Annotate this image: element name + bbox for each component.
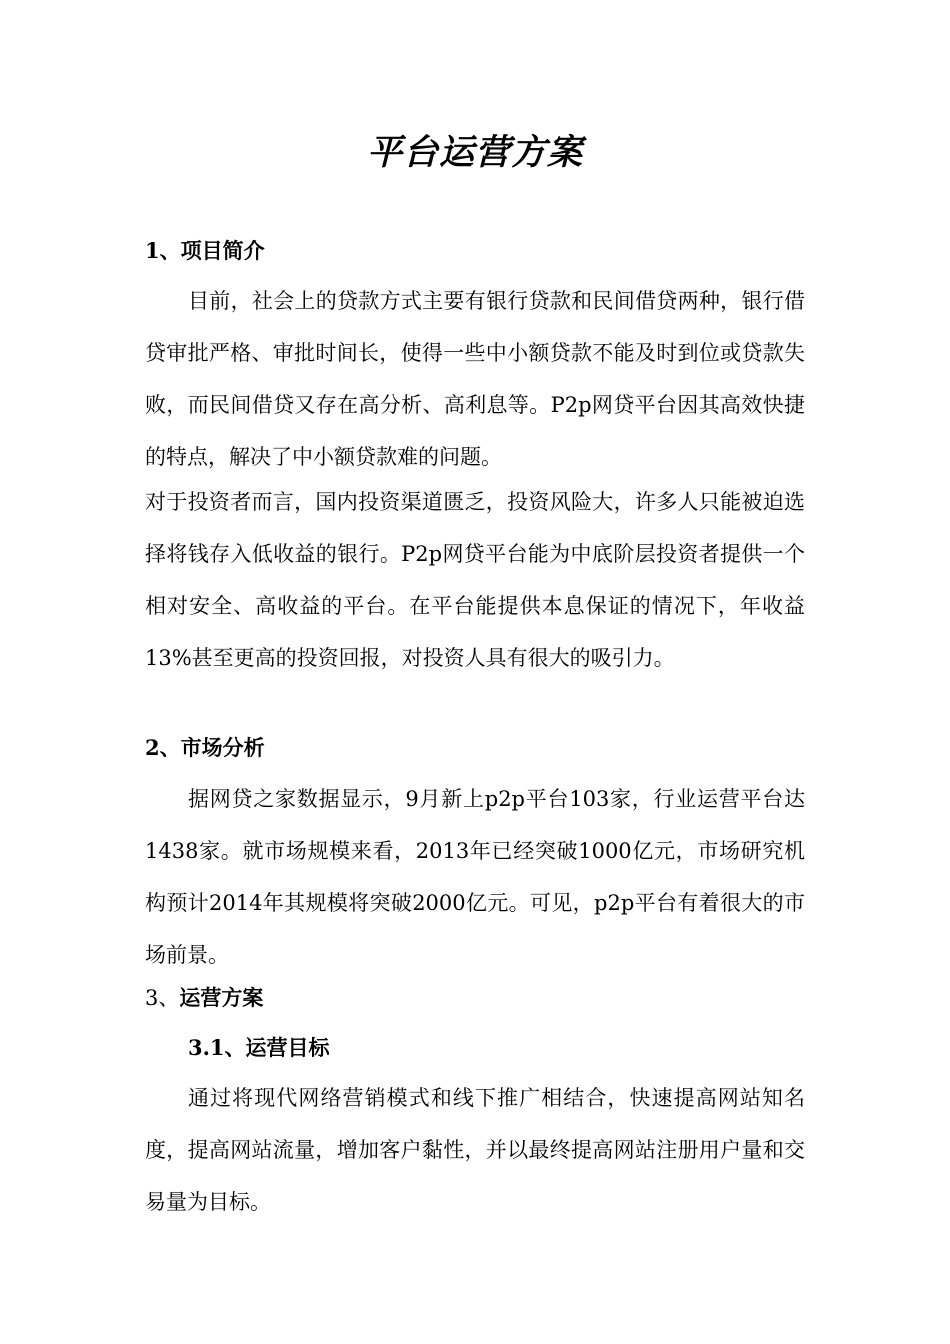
paragraph-project-intro-1: 目前，社会上的贷款方式主要有银行贷款和民间借贷两种，银行借贷审批严格、审批时间长，使得一些中小额贷款不能及时到位或贷款失败，而民间借贷又存在高分析、高利息等。P2p网贷平台因其高效快捷的特点，解决了中小额贷款难的问题。 <box>145 289 805 469</box>
paragraph-market-analysis: 据网贷之家数据显示，9月新上p2p平台103家，行业运营平台达1438家。就市场规模来看，2013年已经突破1000亿元，市场研究机构预计2014年其规模将突破2000亿元。可见，p2p平台有着很大的市场前景。 <box>145 787 805 967</box>
section-heading-operation-plan <box>145 983 263 1013</box>
paragraph-project-intro-2: 对于投资者而言，国内投资渠道匮乏，投资风险大，许多人只能被迫选择将钱存入低收益的银行。P2p网贷平台能为中底阶层投资者提供一个相对安全、高收益的平台。在平台能提供本息保证的情况下，年收益13%甚至更高的投资回报，对投资人具有很大的吸引力。 <box>145 490 805 670</box>
document-title: 平台运营方案 <box>366 132 583 173</box>
subsection-heading-operation-goal: 3.1、运营目标 <box>188 1035 330 1060</box>
section-heading-project-intro: 1、项目简介 <box>145 238 265 263</box>
section-label: 运营方案 <box>179 985 264 1010</box>
section-heading-market-analysis: 2、市场分析 <box>145 735 265 760</box>
paragraph-operation-goal: 通过将现代网络营销模式和线下推广相结合，快速提高网站知名度，提高网站流量，增加客户黏性，并以最终提高网站注册用户量和交易量为目标。 <box>145 1086 805 1214</box>
section-number: 3、 <box>145 986 180 1010</box>
